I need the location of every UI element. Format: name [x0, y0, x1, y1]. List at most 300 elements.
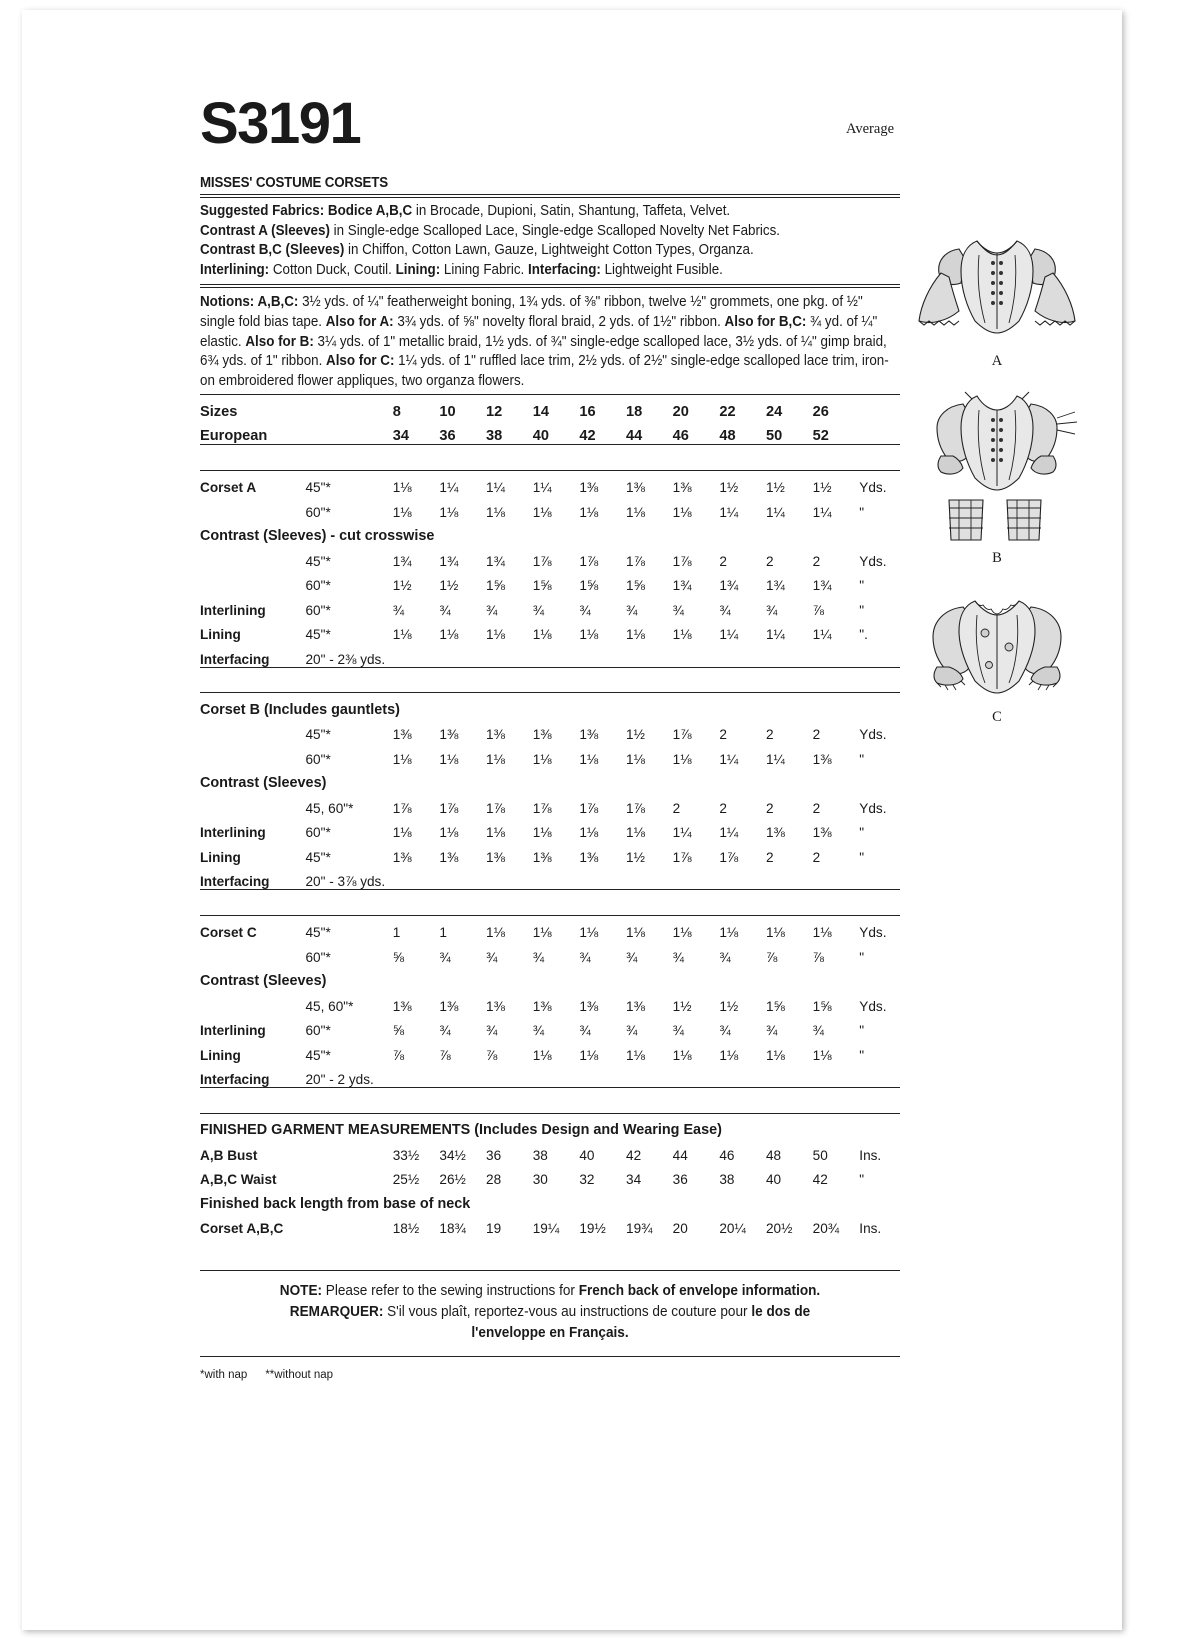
value-cell: 2: [765, 800, 774, 816]
section-heading-row: [200, 767, 900, 792]
value-cell: 1⅛: [532, 504, 552, 520]
figure-label-a: A: [991, 353, 1003, 369]
value-cell: 1¼: [719, 751, 739, 767]
row-label: [200, 940, 306, 965]
value-cell: 44: [672, 1147, 688, 1163]
figure-view-b: [902, 382, 1092, 567]
value-cell: 26½: [439, 1172, 466, 1188]
interfacing-label: Interfacing:: [527, 261, 601, 278]
interfacing-value: 20" - 3⅞ yds.: [305, 874, 386, 890]
value-cell: 1⅞: [672, 849, 692, 865]
value-cell: 1⅜: [532, 727, 552, 743]
row-blank: [306, 1212, 393, 1237]
value-cell: 40: [765, 1172, 782, 1188]
notions-c-text: 1¼ yds. of 1" ruffled lace trim, 2½ yds. of 2½" single-edge scalloped lace trim, iron-on embroidered flower appliques, two organza flowers.: [200, 353, 889, 389]
value-cell: 1⅛: [672, 925, 692, 941]
notions-block: [200, 288, 900, 394]
value-cell: ¾: [439, 602, 451, 618]
value-cell: 1⅛: [439, 627, 459, 643]
value-cell: ⅞: [439, 1047, 451, 1063]
value-cell: ¾: [486, 602, 498, 618]
value-cell: 1⅞: [672, 553, 692, 569]
garment-title: MISSES' COSTUME CORSETS: [200, 175, 388, 191]
remarquer-bold-text: le dos de: [751, 1304, 811, 1321]
value-cell: 1⅛: [579, 751, 599, 767]
note-label: NOTE:: [279, 1283, 323, 1300]
european-cell: 44: [626, 428, 643, 445]
value-cell: 1⅜: [392, 849, 412, 865]
size-cell: 12: [486, 395, 533, 420]
value-cell: 1⅛: [392, 751, 412, 767]
value-cell: 20¾: [812, 1221, 840, 1237]
table-row: [200, 940, 900, 965]
value-cell: 1⅛: [579, 504, 599, 520]
value-cell: 1⅜: [626, 998, 645, 1014]
value-cell: 33½: [392, 1147, 420, 1163]
value-cell: 1½: [672, 998, 692, 1014]
finished-measurements-title-row: [200, 1113, 900, 1138]
value-cell: ¾: [532, 949, 545, 965]
value-cell: ⅝: [392, 1023, 405, 1039]
notions-b-text: 3¼ yds. of 1" metallic braid, 1½ yds. of ¾" single-edge scalloped lace, 3½ yds. of ¼" gimp braid, 6¾ yds. of 1" ribbon.: [200, 333, 887, 370]
value-cell: 1⅛: [392, 627, 412, 643]
value-cell: 1⅜: [672, 480, 692, 496]
value-cell: ¾: [439, 949, 451, 965]
value-cell: 1⅛: [579, 925, 599, 941]
size-cell: 16: [579, 395, 626, 420]
value-cell: 1⅞: [672, 727, 692, 743]
value-cell: 1⅜: [812, 825, 832, 841]
value-cell: 1⅛: [672, 504, 692, 520]
value-cell: 2: [765, 849, 774, 865]
value-cell: ¾: [765, 1023, 778, 1039]
value-cell: 1⅝: [765, 998, 785, 1014]
unit-blank: [859, 420, 900, 445]
fabrics-line2-text: in Single-edge Scalloped Lace, Single-edge Scalloped Novelty Net Fabrics.: [329, 222, 781, 239]
fabrics-line1-text: in Brocade, Dupioni, Satin, Shantung, Taffeta, Velvet.: [412, 203, 731, 219]
fabrics-line-3: [200, 241, 900, 261]
section-heading-row: [200, 520, 900, 545]
size-cell: 18: [626, 395, 673, 420]
value-cell: 1¾: [719, 578, 739, 594]
row-label: [200, 742, 306, 767]
value-cell: 2: [719, 553, 727, 569]
row-label: Corset C: [200, 925, 257, 941]
remarquer-text: S'il vous plaît, reportez-vous au instructions de couture pour: [383, 1304, 752, 1321]
european-cell: 34: [392, 428, 409, 445]
value-cell: ⅞: [812, 949, 824, 965]
note-line-french-2: [240, 1323, 859, 1344]
value-cell: 19¼: [532, 1221, 560, 1237]
table-row: [200, 1038, 900, 1063]
value-cell: 1⅞: [532, 800, 552, 816]
notions-bc-text: ¾ yd. of ¼" elastic.: [200, 313, 878, 350]
value-cell: 1¼: [812, 627, 832, 643]
value-cell: 1⅜: [486, 727, 505, 743]
fabrics-line-4: [200, 261, 900, 281]
value-cell: 2: [719, 727, 727, 743]
value-cell: 1⅜: [532, 998, 552, 1014]
value-cell: 1⅛: [719, 1047, 739, 1063]
value-cell: ¾: [392, 602, 405, 618]
value-cell: 1⅞: [532, 553, 552, 569]
interfacing-value: 20" - 2 yds.: [305, 1072, 374, 1088]
value-cell: ¾: [579, 602, 591, 618]
unit-cell: ": [859, 825, 865, 841]
fabrics-line3-label: Contrast B,C (Sleeves): [200, 242, 345, 259]
value-cell: 1⅜: [439, 727, 459, 743]
value-cell: 20¼: [719, 1221, 746, 1237]
value-cell: 42: [812, 1172, 828, 1188]
value-cell: 1¼: [765, 751, 785, 767]
value-cell: 1⅛: [765, 925, 785, 941]
row-fabric-width: 45"*: [305, 849, 331, 865]
divider-below-note: [200, 1356, 900, 1357]
fabrics-line2-label: Contrast A (Sleeves): [200, 222, 330, 239]
section-heading: Contrast (Sleeves): [200, 775, 327, 792]
size-cell: 8: [393, 395, 440, 420]
notions-c-label: Also for C:: [326, 353, 395, 370]
row-label: Interfacing: [200, 874, 270, 890]
notions-abc-text: 3½ yds. of ¼" featherweight boning, 1¾ yds. of ⅜" ribbon, twelve ½" grommets, one pkg. of ½" single fold bias tape.: [200, 294, 863, 330]
value-cell: ¾: [579, 1023, 591, 1039]
value-cell: 1½: [392, 578, 412, 594]
section-heading-row: [200, 965, 900, 990]
european-cell: 36: [439, 428, 456, 445]
value-cell: 1⅜: [579, 998, 599, 1014]
value-cell: 2: [719, 800, 727, 816]
row-label: [200, 495, 306, 520]
value-cell: 1⅛: [532, 751, 552, 767]
row-label: [200, 569, 306, 594]
unit-cell: ".: [859, 627, 868, 643]
row-label: Lining: [200, 627, 241, 643]
value-cell: 50: [812, 1147, 828, 1163]
value-cell: ¾: [532, 602, 545, 618]
value-cell: 18¾: [439, 1221, 466, 1237]
value-cell: 38: [719, 1172, 735, 1188]
unit-cell: Ins.: [859, 1221, 882, 1237]
value-cell: 2: [812, 849, 821, 865]
figure-view-a: [902, 225, 1092, 370]
row-label: [200, 791, 306, 816]
value-cell: 1⅜: [579, 849, 599, 865]
row-label: Interlining: [200, 602, 266, 618]
value-cell: 1⅜: [392, 998, 412, 1014]
with-nap-note: *with nap: [200, 1369, 248, 1382]
unit-cell: ": [859, 578, 865, 594]
value-cell: 1⅞: [486, 800, 505, 816]
finished-measurements-title: FINISHED GARMENT MEASUREMENTS (Includes Design and Wearing Ease): [200, 1122, 722, 1139]
value-cell: 1⅛: [626, 925, 645, 941]
european-cell: 52: [812, 428, 829, 445]
without-nap-note: **without nap: [265, 1369, 334, 1382]
value-cell: 1⅞: [719, 849, 739, 865]
value-cell: 1¾: [439, 553, 459, 569]
value-cell: 1⅛: [439, 504, 459, 520]
value-cell: ¾: [672, 949, 685, 965]
value-cell: 1⅛: [392, 504, 412, 520]
difficulty-label: Average: [845, 121, 894, 137]
unit-blank: [859, 395, 900, 420]
value-cell: 42: [626, 1147, 642, 1163]
row-label: Interlining: [200, 1023, 266, 1039]
value-cell: 1⅝: [626, 578, 645, 594]
row-label: [200, 718, 306, 743]
corset-view-a-illustration: [907, 225, 1087, 355]
row-fabric-width: 45"*: [305, 1047, 331, 1063]
unit-cell: ": [859, 949, 865, 965]
figure-label-b: B: [992, 550, 1002, 566]
value-cell: ⅞: [486, 1047, 498, 1063]
sizes-blank: [306, 395, 393, 420]
unit-cell: Yds.: [859, 800, 887, 816]
corset-view-c-illustration: [907, 581, 1087, 711]
value-cell: 1¼: [439, 480, 459, 496]
value-cell: 1⅛: [765, 1047, 785, 1063]
value-cell: 1⅛: [626, 1047, 645, 1063]
row-fabric-width: 60"*: [305, 825, 331, 841]
european-cell: 38: [486, 428, 503, 445]
value-cell: ¾: [719, 949, 731, 965]
value-cell: ¾: [812, 1023, 824, 1039]
value-cell: 1⅛: [486, 825, 505, 841]
value-cell: 20½: [765, 1221, 793, 1237]
value-cell: 1⅛: [812, 925, 832, 941]
value-cell: ¾: [486, 949, 498, 965]
value-cell: 1: [439, 925, 447, 941]
value-cell: 1⅛: [579, 1047, 599, 1063]
value-cell: 1⅛: [532, 627, 552, 643]
remarquer-label: REMARQUER:: [289, 1304, 384, 1321]
value-cell: 2: [812, 727, 821, 743]
value-cell: 1⅛: [486, 751, 505, 767]
unit-cell: ": [859, 504, 865, 520]
lining-label: Lining:: [395, 261, 441, 278]
remarquer-bold-text-2: l'enveloppe en Français.: [471, 1325, 629, 1342]
value-cell: 1¾: [765, 578, 785, 594]
divider-before-corset-b: [200, 667, 900, 693]
main-content: [200, 91, 900, 1382]
value-cell: 1⅞: [626, 800, 645, 816]
value-cell: 46: [719, 1147, 735, 1163]
notions-a-label: Also for A:: [325, 313, 394, 330]
value-cell: 1½: [626, 849, 645, 865]
value-cell: 1¾: [486, 553, 505, 569]
interlining-text: Cotton Duck, Coutil.: [269, 261, 396, 278]
value-cell: ¾: [765, 602, 778, 618]
row-fabric-width: 45"*: [305, 553, 331, 569]
value-cell: 1⅛: [626, 627, 645, 643]
size-cell: 20: [673, 395, 720, 420]
value-cell: 19: [486, 1221, 502, 1237]
value-cell: ¾: [626, 602, 638, 618]
row-fabric-width: 60"*: [305, 578, 331, 594]
unit-cell: ": [859, 1047, 865, 1063]
value-cell: ¾: [626, 1023, 638, 1039]
note-line-english: [240, 1281, 859, 1302]
note-line-french-1: [240, 1302, 859, 1323]
row-fabric-width: 60"*: [305, 504, 331, 520]
lining-text: Lining Fabric.: [440, 261, 528, 278]
figure-view-c: [902, 581, 1092, 726]
value-cell: 1¾: [812, 578, 832, 594]
european-cell: 42: [579, 428, 596, 445]
notions-a-text: 3¾ yds. of ⅝" novelty floral braid, 2 yds. of 1½" ribbon.: [393, 313, 725, 330]
notions-abc-label: Notions: A,B,C:: [200, 294, 299, 311]
row-fabric-width: 45"*: [305, 480, 331, 496]
value-cell: 18½: [392, 1221, 420, 1237]
fabrics-line-1: [200, 202, 900, 222]
notions-b-label: Also for B:: [245, 333, 314, 350]
row-blank: [306, 1138, 393, 1163]
note-bold-text: French back of envelope information.: [578, 1283, 821, 1300]
row-label: Lining: [200, 849, 241, 865]
value-cell: ⅞: [765, 949, 778, 965]
value-cell: 1⅛: [392, 825, 412, 841]
row-label: [200, 544, 306, 569]
table-row: [200, 470, 900, 495]
table-row-european: [200, 420, 900, 445]
value-cell: 1¼: [532, 480, 552, 496]
table-row-interfacing: [200, 642, 900, 667]
value-cell: 30: [532, 1172, 548, 1188]
row-label: [200, 989, 306, 1014]
row-label: Corset A: [200, 480, 257, 496]
value-cell: ¾: [672, 602, 685, 618]
interfacing-text: Lightweight Fusible.: [600, 261, 723, 278]
table-row: [200, 618, 900, 643]
row-fabric-width: 60"*: [305, 602, 331, 618]
value-cell: 1⅛: [626, 825, 645, 841]
table-row: [200, 544, 900, 569]
value-cell: 1⅛: [812, 1047, 832, 1063]
note-box: [200, 1271, 900, 1356]
value-cell: 36: [672, 1172, 688, 1188]
value-cell: 38: [532, 1147, 548, 1163]
note-section: [200, 1270, 900, 1381]
table-row: [200, 791, 900, 816]
size-cell: 22: [719, 395, 766, 420]
value-cell: 1½: [719, 480, 739, 496]
row-fabric-width: 45, 60"*: [305, 800, 354, 816]
value-cell: 1: [392, 925, 401, 941]
value-cell: 1½: [812, 480, 832, 496]
value-cell: 2: [672, 800, 681, 816]
value-cell: 1½: [626, 727, 645, 743]
header: [200, 91, 900, 167]
table-row: [200, 495, 900, 520]
row-fabric-width: 60"*: [305, 751, 331, 767]
row-fabric-width: 45"*: [305, 925, 331, 941]
value-cell: 1¼: [672, 825, 692, 841]
value-cell: 1⅛: [579, 825, 599, 841]
fabrics-line1-label: Suggested Fabrics: Bodice A,B,C: [200, 203, 413, 219]
suggested-fabrics-block: [200, 198, 900, 284]
value-cell: 1⅞: [392, 800, 412, 816]
value-cell: 1¼: [719, 825, 739, 841]
value-cell: 34½: [439, 1147, 466, 1163]
value-cell: 1⅞: [439, 800, 459, 816]
value-cell: 1⅞: [579, 800, 599, 816]
value-cell: ¾: [439, 1023, 451, 1039]
value-cell: 19½: [579, 1221, 606, 1237]
illustrations-column: [902, 225, 1102, 726]
footnote: [200, 1369, 900, 1381]
row-fabric-width: 60"*: [305, 1023, 331, 1039]
value-cell: 1⅜: [579, 480, 599, 496]
european-cell: 46: [672, 428, 689, 445]
row-label: Corset A,B,C: [200, 1221, 284, 1237]
fabrics-line-2: [200, 222, 900, 242]
sizes-label: Sizes: [200, 395, 306, 420]
value-cell: ⅞: [392, 1047, 405, 1063]
value-cell: 1¼: [486, 480, 505, 496]
divider-after-sizes: [200, 445, 900, 471]
size-cell: 10: [439, 395, 486, 420]
value-cell: 1⅛: [439, 825, 459, 841]
value-cell: 2: [765, 727, 774, 743]
row-blank: [306, 1163, 393, 1188]
value-cell: 1⅜: [812, 751, 832, 767]
value-cell: 1⅛: [486, 925, 505, 941]
value-cell: 1⅝: [579, 578, 599, 594]
section-heading: Contrast (Sleeves) - cut crosswise: [200, 528, 435, 545]
value-cell: ¾: [626, 949, 638, 965]
value-cell: 1¼: [719, 627, 739, 643]
value-cell: ¾: [719, 1023, 731, 1039]
value-cell: 1⅛: [486, 627, 505, 643]
value-cell: 1⅜: [626, 480, 645, 496]
table-row: [200, 1212, 900, 1237]
european-cell: 48: [719, 428, 736, 445]
value-cell: 1½: [765, 480, 785, 496]
value-cell: ¾: [579, 949, 591, 965]
european-blank: [306, 420, 393, 445]
value-cell: 1⅜: [486, 998, 505, 1014]
value-cell: ⅝: [392, 949, 405, 965]
envelope-page: [22, 10, 1122, 1630]
value-cell: 1⅜: [439, 849, 459, 865]
value-cell: 1⅛: [719, 925, 739, 941]
size-cell: 26: [813, 395, 860, 420]
value-cell: 1¾: [672, 578, 692, 594]
value-cell: 1¾: [392, 553, 412, 569]
section-heading: Corset B (Includes gauntlets): [200, 701, 400, 718]
unit-cell: Yds.: [859, 727, 887, 743]
row-label: Interfacing: [200, 651, 270, 667]
value-cell: 1⅝: [532, 578, 552, 594]
value-cell: ¾: [719, 602, 731, 618]
table-row: [200, 989, 900, 1014]
unit-cell: ": [859, 751, 865, 767]
page-title: S3191: [200, 91, 361, 156]
divider-before-finished: [200, 1088, 900, 1114]
fabrics-line3-text: in Chiffon, Cotton Lawn, Gauze, Lightweight Cotton Types, Organza.: [344, 242, 754, 259]
value-cell: 1⅞: [579, 553, 599, 569]
table-row: [200, 840, 900, 865]
row-label: Lining: [200, 1047, 241, 1063]
table-row: [200, 816, 900, 841]
value-cell: 32: [579, 1172, 595, 1188]
value-cell: 1⅛: [672, 751, 692, 767]
value-cell: 1⅛: [392, 480, 412, 496]
unit-cell: ": [859, 849, 865, 865]
value-cell: ⅞: [812, 602, 824, 618]
value-cell: ¾: [532, 1023, 545, 1039]
value-cell: 1⅝: [486, 578, 505, 594]
row-fabric-width: 45"*: [305, 727, 331, 743]
